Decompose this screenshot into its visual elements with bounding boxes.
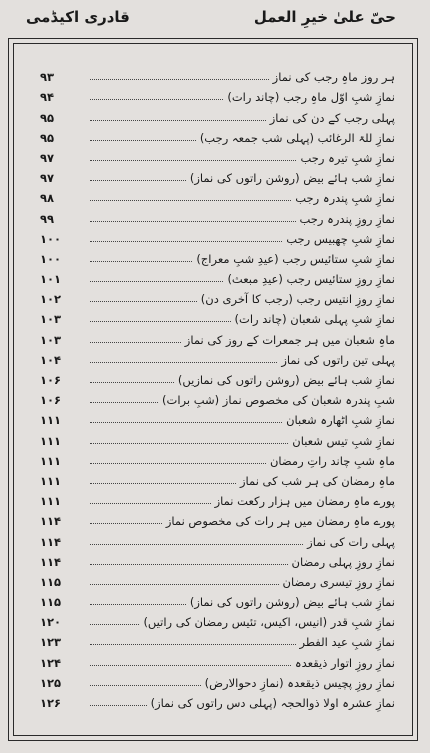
toc-title: نمازِ شبِ عید الفطر bbox=[299, 635, 395, 650]
header-publisher: قادری اکیڈمی bbox=[26, 8, 130, 26]
dot-leader bbox=[90, 623, 139, 625]
dot-leader bbox=[90, 563, 288, 565]
toc-page-number: ۱۱۱ bbox=[40, 473, 62, 488]
table-of-contents bbox=[40, 64, 395, 710]
toc-page-number: ۹۳ bbox=[40, 70, 55, 85]
dot-leader bbox=[90, 482, 236, 484]
toc-entry bbox=[40, 407, 395, 427]
toc-title: نمازِ شبِ ستائیس رجب (عیدِ شبِ معراج) bbox=[196, 251, 395, 266]
dot-leader bbox=[90, 341, 181, 343]
toc-entry bbox=[40, 64, 395, 84]
dot-leader bbox=[90, 280, 223, 282]
toc-page-number: ۱۲۵ bbox=[40, 675, 62, 690]
toc-page-number: ۱۱۴ bbox=[40, 554, 62, 569]
toc-title: شبِ پندرہ شعبان کی مخصوص نماز (شبِ برات) bbox=[162, 393, 395, 408]
toc-entry bbox=[40, 488, 395, 508]
toc-entry bbox=[40, 367, 395, 387]
toc-entry bbox=[40, 84, 395, 104]
toc-title: ہر روز ماہِ رجب کی نماز bbox=[272, 70, 395, 85]
dot-leader bbox=[90, 361, 277, 363]
toc-entry bbox=[40, 125, 395, 145]
toc-entry bbox=[40, 165, 395, 185]
toc-title: نمازِ للۃ الرغائب (پہلی شب جمعہ رجب) bbox=[199, 130, 395, 145]
toc-title: نمازِ شبِ تیس شعبان bbox=[292, 433, 395, 448]
toc-page-number: ۹۷ bbox=[40, 150, 55, 165]
toc-entry bbox=[40, 508, 395, 528]
toc-page-number: ۱۱۱ bbox=[40, 494, 62, 509]
dot-leader bbox=[90, 543, 303, 545]
toc-entry bbox=[40, 649, 395, 669]
toc-title: پورے ماہِ رمضان میں ہزار رکعت نماز bbox=[214, 494, 395, 509]
dot-leader bbox=[90, 98, 223, 100]
dot-leader bbox=[90, 522, 162, 524]
header-book-title: حیّ علیٰ خیرِ العمل bbox=[253, 8, 396, 26]
toc-page-number: ۹۸ bbox=[40, 191, 55, 206]
dot-leader bbox=[90, 664, 291, 666]
toc-title: ماہِ شبِ چاند راتِ رمضان bbox=[269, 453, 395, 468]
toc-title: نمازِ روزِ پندرہ رجب bbox=[299, 211, 395, 226]
toc-page-number: ۹۴ bbox=[40, 90, 55, 105]
dot-leader bbox=[90, 583, 279, 585]
toc-page-number: ۱۰۶ bbox=[40, 373, 62, 387]
toc-entry bbox=[40, 347, 395, 367]
toc-page-number: ۱۰۶ bbox=[40, 393, 62, 408]
page-header bbox=[0, 6, 430, 36]
dot-leader bbox=[90, 139, 196, 141]
toc-entry bbox=[40, 589, 395, 609]
dot-leader bbox=[90, 381, 174, 383]
toc-page-number: ۹۵ bbox=[40, 130, 55, 145]
dot-leader bbox=[90, 199, 291, 201]
toc-title: نمازِ شب ہائے بیض (روشن راتوں کی نمازیں) bbox=[177, 373, 395, 387]
toc-entry bbox=[40, 145, 395, 165]
toc-page-number: ۹۹ bbox=[40, 211, 55, 226]
toc-title: نمازِ شبِ چھبیس رجب bbox=[286, 231, 395, 246]
toc-entry bbox=[40, 427, 395, 447]
toc-title: نمازِ شب ہائے بیض (روشن راتوں کی نماز) bbox=[189, 171, 395, 186]
toc-page-number: ۹۷ bbox=[40, 171, 55, 186]
toc-page-number: ۱۰۳ bbox=[40, 332, 62, 347]
toc-title: پہلی رجب کے دن کی نماز bbox=[269, 110, 395, 125]
dot-leader bbox=[90, 603, 186, 605]
dot-leader bbox=[90, 684, 201, 686]
toc-page-number: ۱۰۰ bbox=[40, 231, 62, 246]
toc-entry bbox=[40, 286, 395, 306]
dot-leader bbox=[90, 119, 266, 121]
toc-title: نمازِ شبِ تیرہ رجب bbox=[300, 150, 395, 165]
toc-page-number: ۱۲۶ bbox=[40, 696, 62, 710]
toc-title: نمازِ شبِ قدر (انیس، اکیس، تئیس رمضان کی راتیں) bbox=[143, 615, 395, 630]
dot-leader bbox=[90, 401, 158, 403]
toc-title: نمازِ روزِ پہلی رمضان bbox=[291, 554, 395, 569]
toc-title: نمازِ شبِ اوّل ماہِ رجب (چاند رات) bbox=[227, 90, 395, 105]
toc-entry bbox=[40, 326, 395, 346]
toc-entry bbox=[40, 448, 395, 468]
dot-leader bbox=[90, 442, 288, 444]
toc-page-number: ۱۱۴ bbox=[40, 534, 62, 549]
dot-leader bbox=[90, 78, 269, 80]
toc-entry bbox=[40, 306, 395, 326]
toc-entry bbox=[40, 266, 395, 286]
dot-leader bbox=[90, 300, 197, 302]
toc-page-number: ۱۱۱ bbox=[40, 433, 62, 448]
dot-leader bbox=[90, 220, 296, 222]
toc-entry bbox=[40, 690, 395, 710]
toc-entry bbox=[40, 468, 395, 488]
toc-entry bbox=[40, 205, 395, 225]
toc-page-number: ۱۱۵ bbox=[40, 574, 62, 589]
toc-title: نمازِ روزِ اتوار ذیقعدہ bbox=[294, 655, 395, 670]
dot-leader bbox=[90, 704, 147, 706]
toc-entry bbox=[40, 528, 395, 548]
dot-leader bbox=[90, 240, 282, 242]
toc-page-number: ۱۱۱ bbox=[40, 453, 62, 468]
dot-leader bbox=[90, 421, 282, 423]
toc-title: نمازِ شب ہائے بیض (روشن راتوں کی نماز) bbox=[189, 595, 395, 610]
toc-title: پہلی تین راتوں کی نماز bbox=[281, 352, 395, 367]
toc-title: نمازِ روزِ ستائیس رجب (عیدِ مبعث) bbox=[227, 272, 395, 287]
toc-title: نمازِ روزِ انتیس رجب (رجب کا آخری دن) bbox=[200, 292, 395, 307]
toc-title: نمازِ شبِ پندرہ رجب bbox=[295, 191, 395, 206]
dot-leader bbox=[90, 320, 231, 322]
toc-title: نمازِ عشرہ اولا ذوالحجہ (پہلی دس راتوں کی نماز) bbox=[150, 696, 395, 710]
toc-page-number: ۱۰۰ bbox=[40, 251, 62, 266]
toc-entry bbox=[40, 246, 395, 266]
toc-entry bbox=[40, 387, 395, 407]
toc-page-number: ۱۱۴ bbox=[40, 514, 62, 529]
toc-page-number: ۱۲۰ bbox=[40, 615, 62, 630]
dot-leader bbox=[90, 260, 192, 262]
toc-entry bbox=[40, 549, 395, 569]
toc-page-number: ۱۰۴ bbox=[40, 352, 62, 367]
dot-leader bbox=[90, 643, 296, 645]
toc-title: نمازِ روزِ تیسری رمضان bbox=[282, 574, 395, 589]
toc-title: پہلی رات کی نماز bbox=[307, 534, 395, 549]
toc-entry bbox=[40, 226, 395, 246]
toc-entry bbox=[40, 104, 395, 124]
dot-leader bbox=[90, 502, 211, 504]
toc-title: ماہِ رمضان کی ہر شب کی نماز bbox=[239, 473, 395, 488]
dot-leader bbox=[90, 179, 186, 181]
toc-page-number: ۱۱۱ bbox=[40, 413, 62, 428]
dot-leader bbox=[90, 159, 296, 161]
toc-page-number: ۱۰۱ bbox=[40, 272, 62, 287]
toc-page-number: ۱۲۴ bbox=[40, 655, 62, 670]
toc-entry bbox=[40, 185, 395, 205]
toc-page-number: ۱۱۵ bbox=[40, 595, 62, 610]
toc-entry bbox=[40, 609, 395, 629]
toc-entry bbox=[40, 670, 395, 690]
toc-entry bbox=[40, 629, 395, 649]
toc-title: نمازِ شبِ پہلی شعبان (چاند رات) bbox=[234, 312, 395, 327]
toc-page-number: ۱۲۳ bbox=[40, 635, 62, 650]
toc-page-number: ۱۰۲ bbox=[40, 292, 62, 307]
toc-title: نمازِ روزِ پچیس ذیقعدہ (نمازِ دحوالارض) bbox=[204, 675, 395, 690]
toc-title: پورے ماہِ رمضان میں ہر رات کی مخصوص نماز bbox=[165, 514, 395, 529]
toc-title: ماہِ شعبان میں ہر جمعرات کے روز کی نماز bbox=[184, 332, 395, 347]
toc-page-number: ۱۰۳ bbox=[40, 312, 62, 327]
toc-page-number: ۹۵ bbox=[40, 110, 55, 125]
dot-leader bbox=[90, 462, 266, 464]
toc-entry bbox=[40, 569, 395, 589]
toc-title: نمازِ شبِ اٹھارہ شعبان bbox=[286, 413, 395, 428]
